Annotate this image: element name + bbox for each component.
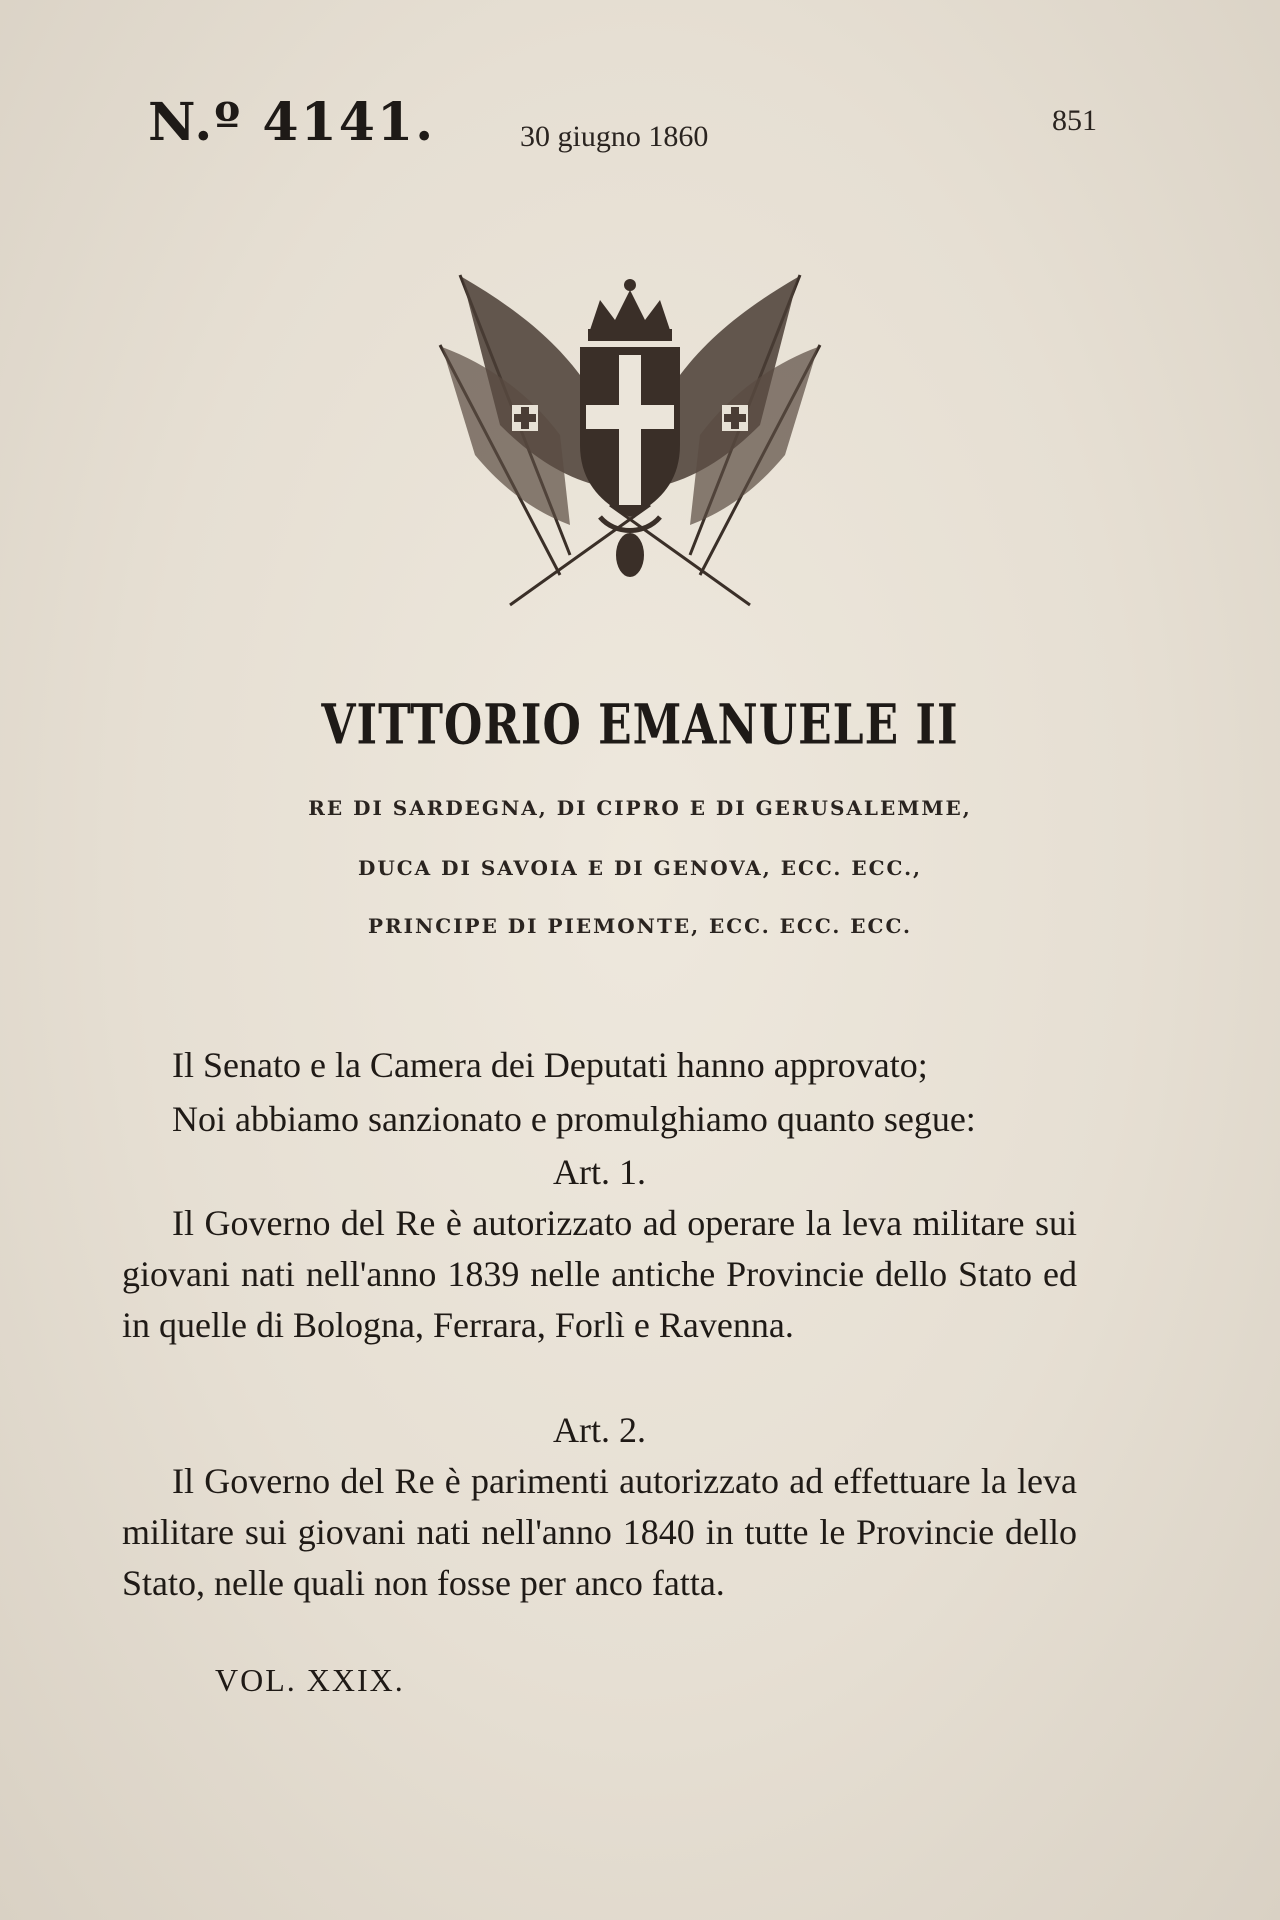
decree-date: 30 giugno 1860 bbox=[520, 120, 709, 153]
article-1-text: Il Governo del Re è autorizzato ad operare la leva militare sui giovani nati nell'anno 1839 nelle antiche Provincie dello Stato ed in quelle di Bologna, Ferrara, Forlì e Ravenna. bbox=[122, 1203, 1077, 1345]
decree-number: N.º 4141. bbox=[148, 92, 436, 153]
royal-title-line-1: RE DI SARDEGNA, DI CIPRO E DI GERUSALEMME, bbox=[308, 796, 972, 820]
reverse-side-show-through bbox=[120, 180, 1100, 238]
article-2-text: Il Governo del Re è parimenti autorizzato ad effettuare la leva militare sui giovani nati nell'anno 1840 in tutte le Provincie dello Stato, nelle quali non fosse per anco fatta. bbox=[122, 1461, 1077, 1603]
king-name-heading: VITTORIO EMANUELE II bbox=[321, 693, 959, 758]
royal-title-line-2: DUCA DI SAVOIA E DI GENOVA, ECC. ECC., bbox=[357, 856, 923, 880]
page-number: 851 bbox=[1052, 104, 1097, 137]
preamble-line-2: Noi abbiamo sanzionato e promulghiamo quanto segue: bbox=[172, 1099, 976, 1139]
article-1-heading: Art. 1. bbox=[553, 1152, 646, 1192]
preamble-line-1: Il Senato e la Camera dei Deputati hanno approvato; bbox=[172, 1045, 928, 1085]
article-2-heading: Art. 2. bbox=[553, 1410, 646, 1450]
savoy-coat-of-arms-icon bbox=[420, 255, 840, 615]
royal-title-line-3: PRINCIPE DI PIEMONTE, ECC. ECC. ECC. bbox=[367, 914, 912, 938]
volume-label: VOL. XXIX. bbox=[215, 1662, 405, 1698]
